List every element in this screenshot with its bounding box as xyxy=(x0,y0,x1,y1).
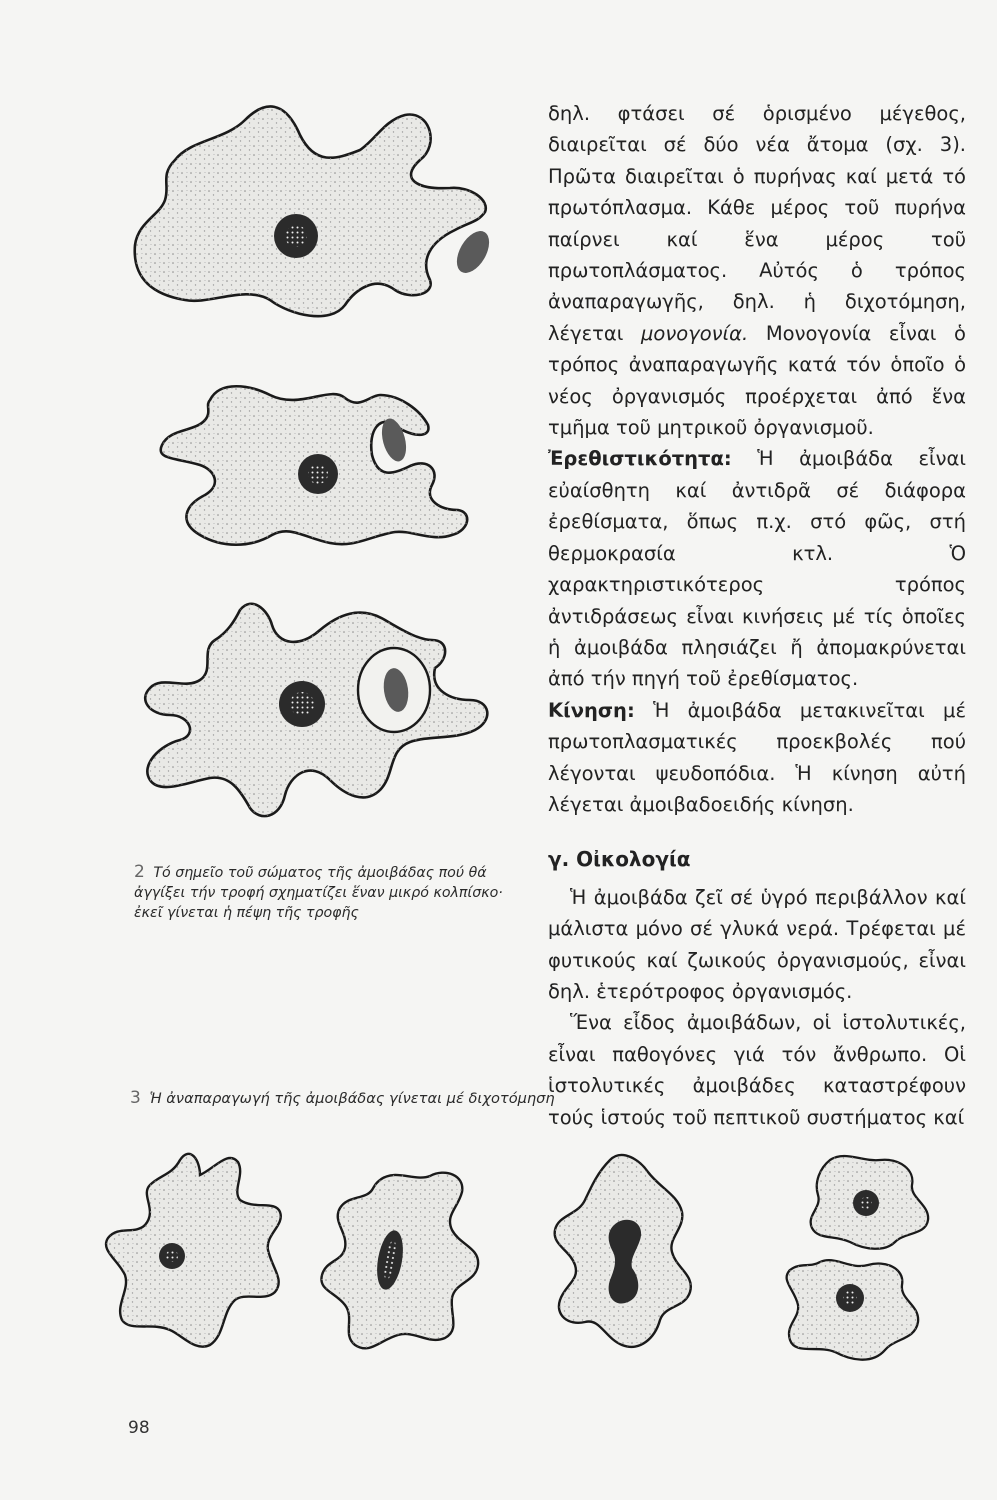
figure3-amoeba-stage-3 xyxy=(555,1155,691,1347)
figure3-daughter-amoeba-2 xyxy=(787,1260,919,1360)
figure2-amoeba-1 xyxy=(135,106,496,316)
movement-heading: Κίνηση: xyxy=(548,698,635,722)
page-number: 98 xyxy=(128,1418,150,1438)
ecology-paragraph-1: Ἡ ἀμοιβάδα ζεῖ σέ ὑγρό περιβάλλον καί μάλιστα μόνο σέ γλυκά νερά. Τρέφεται μέ φυτικούς καί ζωικούς ὀργανισμούς, εἶναι δηλ. ἑτερότροφος ὀργανισμός. xyxy=(548,885,966,1003)
irritability-paragraph: Ἐρεθιστικότητα: Ἡ ἀμοιβάδα εἶναι εὐαίσθητη καί ἀντιδρᾶ σέ διάφορα ἐρεθίσματα, ὅπως π.χ. στό φῶς, στή θερμοκρασία κτλ. Ὁ χαρακτηριστικότερος τρόπος ἀντιδράσεως εἶναι κινήσεις μέ τίς ὁποῖες ἡ ἀμοιβάδα πλησιάζει ἤ ἀπομακρύνεται ἀπό τήν πηγή τοῦ ἐρεθίσματος. xyxy=(548,447,966,691)
figure3-daughter-amoeba-1 xyxy=(811,1156,929,1249)
figure2-amoeba-3 xyxy=(145,604,487,816)
figure2-caption-text: Τό σημεῖο τοῦ σώματος τῆς ἀμοιβάδας πού θά ἀγγίξει τήν τροφή σχηματίζει ἕναν μικρό κολπίσκο· ἐκεῖ γίνεται ἡ πέψη τῆς τροφῆς xyxy=(134,865,503,921)
figure3-number: 3 xyxy=(130,1088,141,1108)
figure2-number: 2 xyxy=(134,862,145,882)
ecology-paragraph-2: Ἕνα εἶδος ἀμοιβάδων, οἱ ἱστολυτικές, εἶναι παθογόνες γιά τόν ἄνθρωπο. Οἱ ἱστολυτικές ἀμοιβάδες καταστρέφουν τούς ἱστούς τοῦ πεπτικοῦ συστήματος καί xyxy=(548,1011,966,1129)
figure3-caption-text: Ἡ ἀναπαραγωγή τῆς ἀμοιβάδας γίνεται μέ διχοτόμηση xyxy=(149,1090,555,1107)
food-particle-icon xyxy=(450,226,496,279)
body-text-column xyxy=(548,98,966,1133)
figure3-caption xyxy=(130,1088,730,1108)
figure2-amoeba-2 xyxy=(161,386,467,545)
figure3-amoeba-stage-1 xyxy=(106,1154,281,1347)
figure3-amoeba-stage-2 xyxy=(321,1173,478,1349)
section-title-ecology: γ. Οἰκολογία xyxy=(548,847,691,872)
movement-paragraph: Κίνηση: Ἡ ἀμοιβάδα μετακινεῖται μέ πρωτοπλασματικές προεκβολές πού λέγονται ψευδοπόδια. Ἡ κίνηση αὐτή λέγεται ἀμοιβαδοειδής κίνηση. xyxy=(548,698,966,816)
figure2-caption xyxy=(134,862,524,923)
irritability-heading: Ἐρεθιστικότητα: xyxy=(548,447,732,471)
reproduction-paragraph: δηλ. φτάσει σέ ὁρισμένο μέγεθος, διαιρεῖται σέ δύο νέα ἄτομα (σχ. 3). Πρῶτα διαιρεῖται ὁ πυρήνας καί μετά τό πρωτόπλασμα. Κάθε μέρος τοῦ πυρήνα παίρνει καί ἕνα μέρος τοῦ πρωτοπλάσματος. Αὐτός ὁ τρόπος ἀναπαραγωγῆς, δηλ. ἡ διχοτόμηση, λέγεται μονογονία. Μονογονία εἶναι ὁ τρόπος ἀναπαραγωγῆς κατά τόν ὁποῖο ὁ νέος ὀργανισμός προέρχεται ἀπό ἕνα τμῆμα τοῦ μητρικοῦ ὀργανισμοῦ. xyxy=(548,102,966,440)
